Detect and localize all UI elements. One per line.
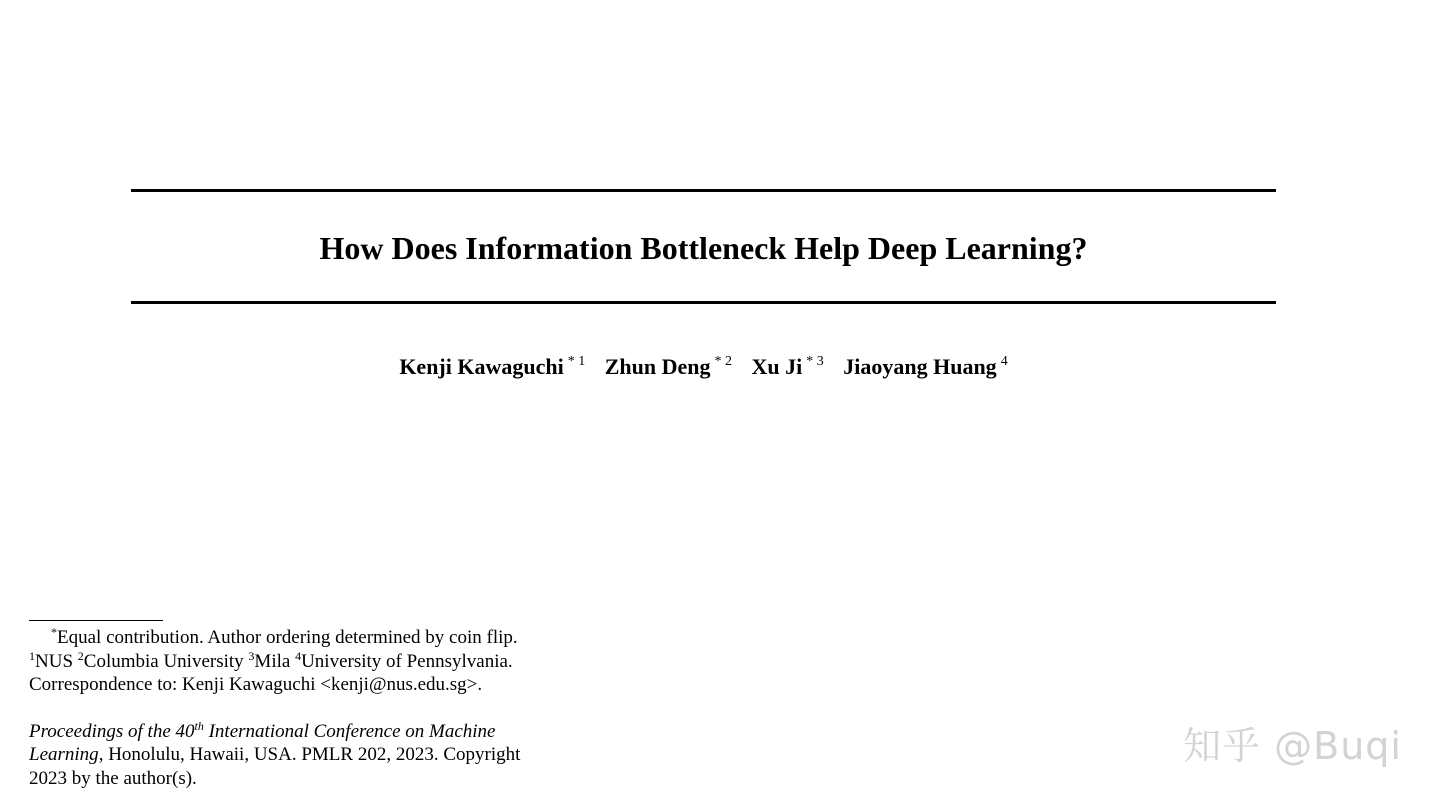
watermark: 知乎 @Buqi: [1183, 724, 1402, 768]
author-marks: * 3: [806, 354, 824, 369]
title-rule-top: [131, 189, 1276, 192]
ordinal-suffix: th: [194, 718, 204, 733]
author-marks: * 1: [567, 354, 586, 369]
author-list: [131, 352, 1276, 382]
author: [843, 352, 1007, 382]
author-name: Kenji Kawaguchi: [399, 354, 564, 379]
author: [399, 352, 585, 382]
paper-title: How Does Information Bottleneck Help Deep Learning?: [319, 230, 1088, 266]
author-name: Zhun Deng: [604, 354, 711, 379]
author: [605, 352, 732, 382]
footnote-mark: *: [51, 625, 57, 639]
author-name: Xu Ji: [751, 354, 803, 379]
proceedings-note: [29, 720, 589, 744]
author-marks: 4: [1000, 354, 1008, 369]
footnote-rule: [29, 620, 163, 621]
affiliation-mark: 1: [29, 648, 35, 663]
affiliation-name: NUS: [35, 650, 74, 672]
equal-contribution-text: Equal contribution. Author ordering determined by coin flip.: [57, 627, 518, 648]
proceedings-venue-end: Learning: [29, 744, 99, 765]
affiliation-name: University of Pennsylvania.: [301, 650, 513, 672]
author-marks: * 2: [714, 354, 732, 369]
proceedings-venue-cont: International Conference on Machine: [203, 720, 496, 742]
affiliation-mark: 2: [77, 648, 84, 663]
affiliations-note: [29, 650, 589, 674]
copyright-note: 2023 by the author(s).: [29, 767, 197, 789]
footnotes: [29, 626, 589, 790]
author-name: Jiaoyang Huang: [843, 354, 997, 379]
title-rule-bottom: [131, 301, 1276, 304]
affiliation-mark: 3: [248, 648, 255, 663]
affiliation-name: Mila: [254, 650, 291, 672]
affiliation-name: Columbia University: [83, 650, 244, 672]
proceedings-note-line2: [29, 743, 589, 767]
correspondence-note: Correspondence to: Kenji Kawaguchi <kenji@nus.edu.sg>.: [29, 674, 483, 695]
author: [752, 352, 824, 382]
proceedings-venue: Proceedings of the 40: [29, 720, 195, 742]
proceedings-location: , Honolulu, Hawaii, USA. PMLR 202, 2023. Copyright: [98, 744, 521, 765]
equal-contribution-note: [29, 626, 589, 650]
affiliation-mark: 4: [295, 648, 302, 663]
